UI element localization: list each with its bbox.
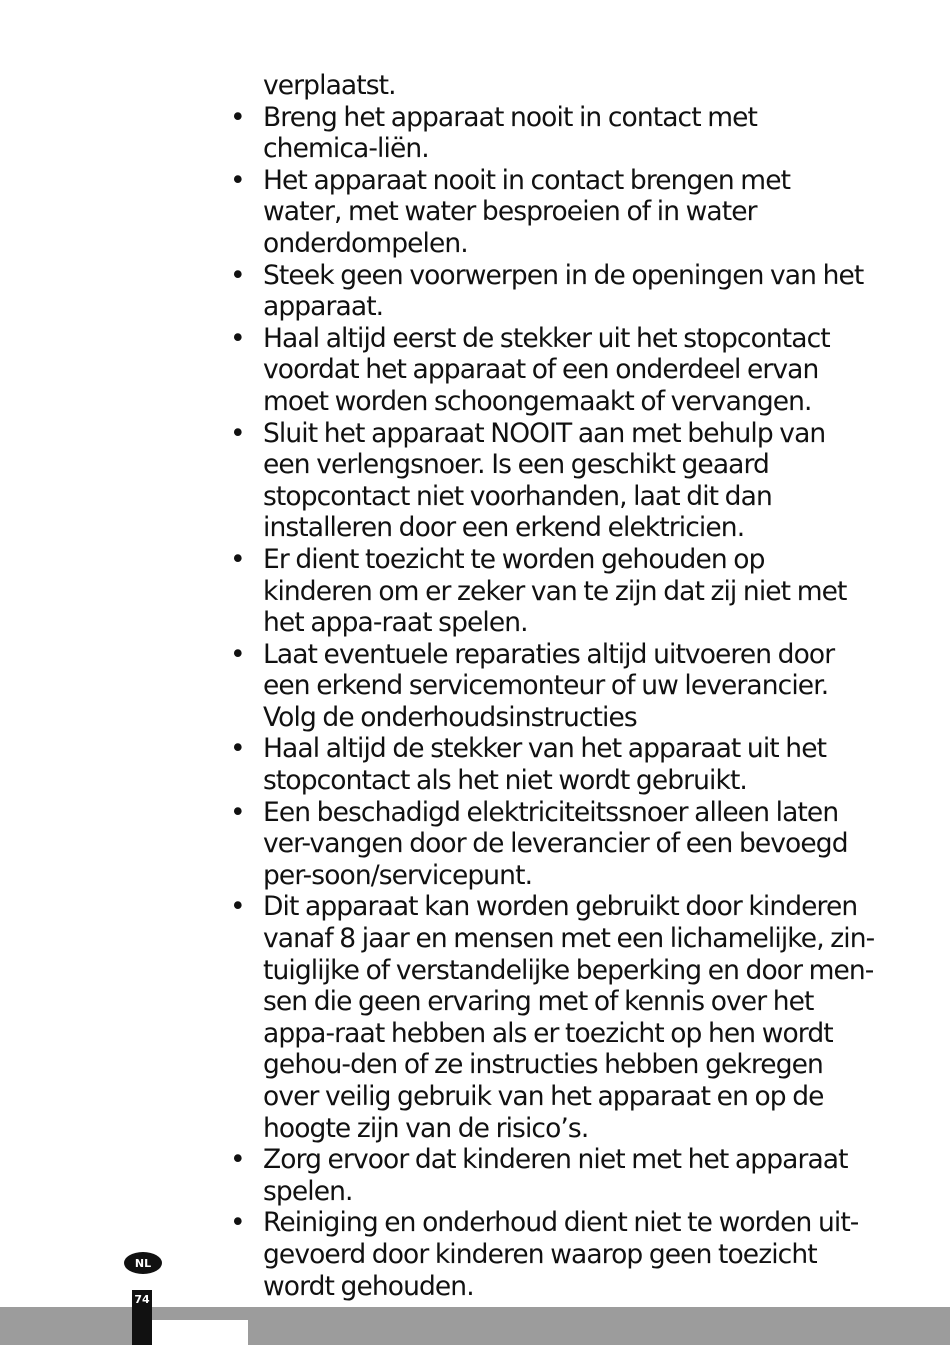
list-item — [225, 1207, 875, 1302]
list-item-text: Haal altijd eerst de stekker uit het stopcontact voordat het apparaat of een onderdeel ervan moet worden schoongemaakt of vervangen. — [263, 322, 830, 417]
bullet-list — [225, 102, 875, 1303]
list-item — [225, 639, 875, 734]
list-item-text: Reiniging en onderhoud dient niet te worden uit-gevoerd door kinderen waarop geen toezicht wordt gehouden. — [263, 1207, 859, 1302]
bullet-icon: • — [230, 1207, 245, 1239]
bullet-icon: • — [230, 543, 245, 575]
instruction-text — [225, 70, 875, 1302]
list-item-text: Laat eventuele reparaties altijd uitvoeren door een erkend servicemonteur of uw leverancier. Volg de onderhoudsinstructies — [263, 638, 835, 733]
bullet-icon: • — [230, 1144, 245, 1176]
bullet-icon: • — [230, 259, 245, 291]
list-item — [225, 1144, 875, 1207]
bullet-icon: • — [230, 322, 245, 354]
footer-stripe — [152, 1320, 248, 1345]
continuation-line: verplaatst. — [263, 70, 396, 101]
bullet-icon: • — [230, 164, 245, 196]
list-item — [225, 891, 875, 1144]
list-item-text: Dit apparaat kan worden gebruikt door kinderen vanaf 8 jaar en mensen met een lichamelijke, zin-tuiglijke of verstandelijke beperking en door men-sen die geen ervaring met of kennis over het appa-raat hebben als er toezicht op hen wordt gehou-den of ze instructies hebben gekregen over veilig gebruik van het apparaat en op de hoogte zijn van de risico’s. — [263, 891, 875, 1144]
list-item-text: Haal altijd de stekker van het apparaat uit het stopcontact als het niet wordt gebruikt. — [263, 733, 827, 797]
list-item-text: Steek geen voorwerpen in de openingen van het apparaat. — [263, 259, 864, 323]
language-badge: NL — [124, 1252, 162, 1274]
list-item — [225, 544, 875, 639]
list-item — [225, 797, 875, 892]
list-item — [225, 733, 875, 796]
list-item — [225, 165, 875, 260]
page-number: 74 — [134, 1293, 150, 1306]
list-item — [225, 323, 875, 418]
list-item-text: Een beschadigd elektriciteitssnoer alleen laten ver-vangen door de leverancier of een bevoegd per-soon/servicepunt. — [263, 796, 848, 891]
bullet-icon: • — [230, 417, 245, 449]
list-item-text: Het apparaat nooit in contact brengen met water, met water besproeien of in water onderdompelen. — [263, 164, 791, 259]
bullet-icon: • — [230, 733, 245, 765]
list-item-text: Er dient toezicht te worden gehouden op kinderen om er zeker van te zijn dat zij niet met het appa-raat spelen. — [263, 543, 847, 639]
bullet-icon: • — [230, 891, 245, 923]
list-item-text: Zorg ervoor dat kinderen niet met het apparaat spelen. — [263, 1144, 848, 1207]
list-item — [225, 260, 875, 323]
list-item-text: Sluit het apparaat NOOIT aan met behulp van een verlengsnoer. Is een geschikt geaard stopcontact niet voorhanden, laat dit dan installeren door een erkend elektricien. — [263, 417, 826, 544]
list-item-text: Breng het apparaat nooit in contact met chemica-liën. — [263, 101, 758, 165]
bullet-icon: • — [230, 638, 245, 670]
bullet-icon: • — [230, 796, 245, 828]
bullet-icon: • — [230, 101, 245, 133]
list-item — [225, 418, 875, 544]
list-item — [225, 102, 875, 165]
